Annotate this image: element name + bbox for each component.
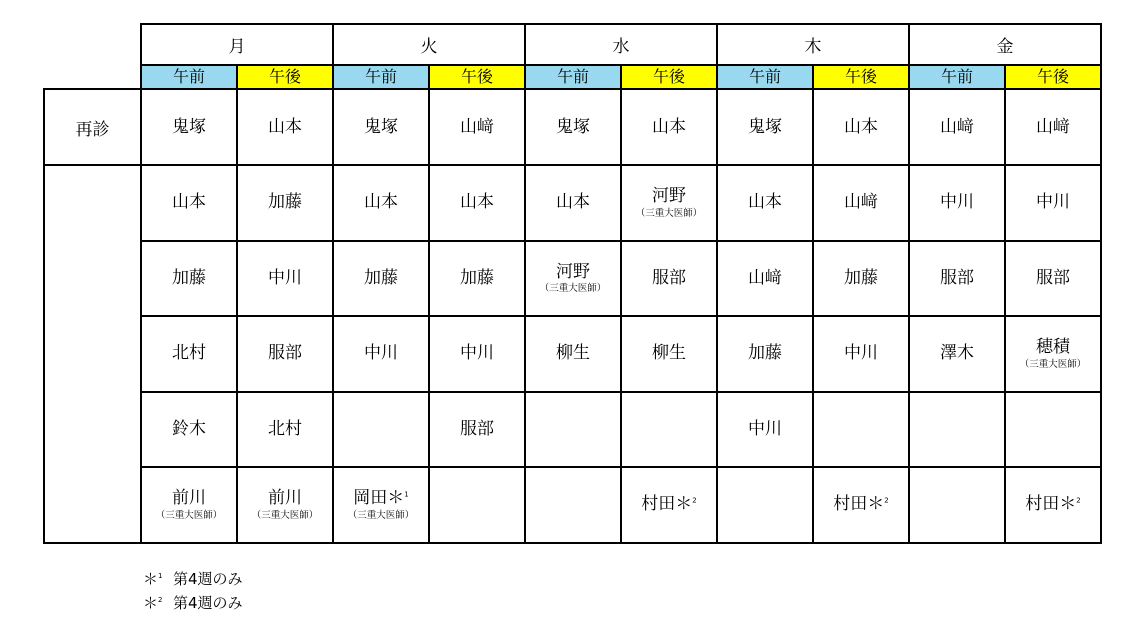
footnote-text: 第4週のみ (173, 570, 243, 588)
schedule-cell (333, 467, 429, 543)
day-header-thu: 木 (804, 37, 822, 57)
affiliation-note: （三重大医師） (1019, 358, 1087, 370)
grid-line (1004, 64, 1006, 544)
footnote-number: 2 (158, 596, 163, 604)
day-header-mon: 月 (228, 37, 246, 57)
footnote-marker (143, 566, 173, 590)
grid-line (43, 88, 1102, 90)
schedule-cell: 山本 (652, 116, 686, 137)
schedule-cell (621, 392, 717, 467)
schedule-cell (813, 467, 909, 543)
schedule-cell: 中川 (364, 343, 398, 364)
grid-line (716, 23, 718, 544)
grid-line (140, 23, 1102, 25)
schedule-cell (429, 467, 525, 543)
pm-header: 午後 (621, 66, 717, 88)
schedule-cell: 山﨑 (748, 267, 782, 288)
schedule-cell: 鬼塚 (364, 116, 398, 137)
schedule-cell: 山本 (844, 116, 878, 137)
schedule-cell (909, 392, 1005, 467)
schedule-cell: 服部 (268, 343, 302, 364)
schedule-cell: 鈴木 (172, 418, 206, 439)
doctor-name: 穂積 (1036, 337, 1070, 358)
schedule-cell (237, 467, 333, 543)
schedule-cell (141, 467, 237, 543)
schedule-cell: 鬼塚 (748, 116, 782, 137)
revisit-row-label: 再診 (75, 120, 110, 140)
schedule-cell: 山﨑 (940, 116, 974, 137)
grid-line (908, 23, 910, 544)
grid-line (524, 23, 526, 544)
pm-header: 午後 (429, 66, 525, 88)
affiliation-note: （三重大医師） (347, 509, 415, 521)
grid-line (812, 64, 814, 544)
footnote-text: 第4週のみ (173, 594, 243, 612)
schedule-cell: 加藤 (268, 192, 302, 213)
schedule-cell: 山本 (172, 192, 206, 213)
affiliation-note: （三重大医師） (155, 509, 223, 521)
footnote-2 (143, 590, 243, 614)
doctor-name: 前川 (268, 488, 302, 509)
schedule-cell: 山本 (364, 192, 398, 213)
schedule-cell: 鬼塚 (556, 116, 590, 137)
doctor-name-text: 村田＊ (833, 494, 885, 515)
schedule-cell: 服部 (460, 418, 494, 439)
schedule-cell: 柳生 (556, 343, 590, 364)
schedule-cell: 北村 (172, 343, 206, 364)
schedule-cell: 鬼塚 (172, 116, 206, 137)
doctor-name (641, 495, 696, 515)
schedule-cell: 澤木 (940, 343, 974, 364)
grid-line (620, 64, 622, 544)
doctor-name: 河野 (556, 261, 590, 282)
affiliation-note: （三重大医師） (539, 283, 607, 295)
schedule-cell: 中川 (940, 192, 974, 213)
schedule-cell: 山本 (748, 192, 782, 213)
schedule-cell (525, 241, 621, 316)
grid-line (43, 88, 45, 544)
affiliation-note: （三重大医師） (251, 509, 319, 521)
footnote-1 (143, 566, 243, 590)
doctor-name (1025, 495, 1080, 515)
doctor-name (833, 495, 888, 515)
pm-header: 午後 (237, 66, 333, 88)
am-header: 午前 (717, 66, 813, 88)
grid-line (1100, 23, 1102, 544)
schedule-cell (333, 392, 429, 467)
grid-line (43, 542, 1102, 544)
schedule-cell: 中川 (748, 418, 782, 439)
schedule-cell: 中川 (1036, 192, 1070, 213)
schedule-cell: 服部 (940, 267, 974, 288)
footnote-mark: 2 (1076, 496, 1081, 505)
grid-line (140, 23, 142, 544)
grid-line (428, 64, 430, 544)
footnote-mark: 2 (692, 496, 697, 505)
schedule-cell (909, 467, 1005, 543)
schedule-cell (525, 392, 621, 467)
day-header-tue: 火 (420, 37, 438, 57)
schedule-cell (1005, 467, 1101, 543)
schedule-cell: 加藤 (844, 267, 878, 288)
affiliation-note: （三重大医師） (635, 207, 703, 219)
schedule-cell: 山﨑 (460, 116, 494, 137)
doctor-name: 河野 (652, 186, 686, 207)
schedule-cell: 柳生 (652, 343, 686, 364)
schedule-cell: 加藤 (460, 267, 494, 288)
schedule-cell: 服部 (1036, 267, 1070, 288)
schedule-cell (717, 467, 813, 543)
schedule-cell: 山本 (556, 192, 590, 213)
schedule-cell: 山﨑 (1036, 116, 1070, 137)
schedule-cell (813, 392, 909, 467)
schedule-cell (621, 467, 717, 543)
schedule-cell: 中川 (460, 343, 494, 364)
asterisk: ＊ (143, 594, 159, 612)
schedule-cell (1005, 392, 1101, 467)
day-header-fri: 金 (996, 37, 1014, 57)
footnotes (143, 566, 243, 614)
schedule-cell (621, 165, 717, 241)
asterisk: ＊ (143, 570, 159, 588)
footnote-mark: 2 (884, 496, 889, 505)
grid-line (332, 23, 334, 544)
am-header: 午前 (333, 66, 429, 88)
schedule-cell: 山本 (460, 192, 494, 213)
footnote-marker (143, 590, 173, 614)
am-header: 午前 (141, 66, 237, 88)
doctor-name-text: 村田＊ (641, 494, 693, 515)
pm-header: 午後 (1005, 66, 1101, 88)
schedule-cell (1005, 316, 1101, 392)
grid-line (236, 64, 238, 544)
schedule-cell: 加藤 (364, 267, 398, 288)
doctor-name: 前川 (172, 488, 206, 509)
schedule-cell: 中川 (268, 267, 302, 288)
footnote-mark: 1 (404, 490, 409, 499)
schedule-cell (525, 467, 621, 543)
footnote-number: 1 (158, 572, 163, 580)
schedule-cell: 中川 (844, 343, 878, 364)
schedule-cell: 北村 (268, 418, 302, 439)
doctor-name-text: 村田＊ (1025, 494, 1077, 515)
pm-header: 午後 (813, 66, 909, 88)
schedule-cell: 加藤 (172, 267, 206, 288)
day-header-wed: 水 (612, 37, 630, 57)
schedule-cell: 山本 (268, 116, 302, 137)
schedule-cell: 服部 (652, 267, 686, 288)
am-header: 午前 (525, 66, 621, 88)
doctor-name (353, 489, 408, 509)
doctor-name-text: 岡田＊ (353, 488, 405, 509)
schedule-cell: 加藤 (748, 343, 782, 364)
schedule-cell: 山﨑 (844, 192, 878, 213)
am-header: 午前 (909, 66, 1005, 88)
grid-line (43, 164, 1102, 166)
